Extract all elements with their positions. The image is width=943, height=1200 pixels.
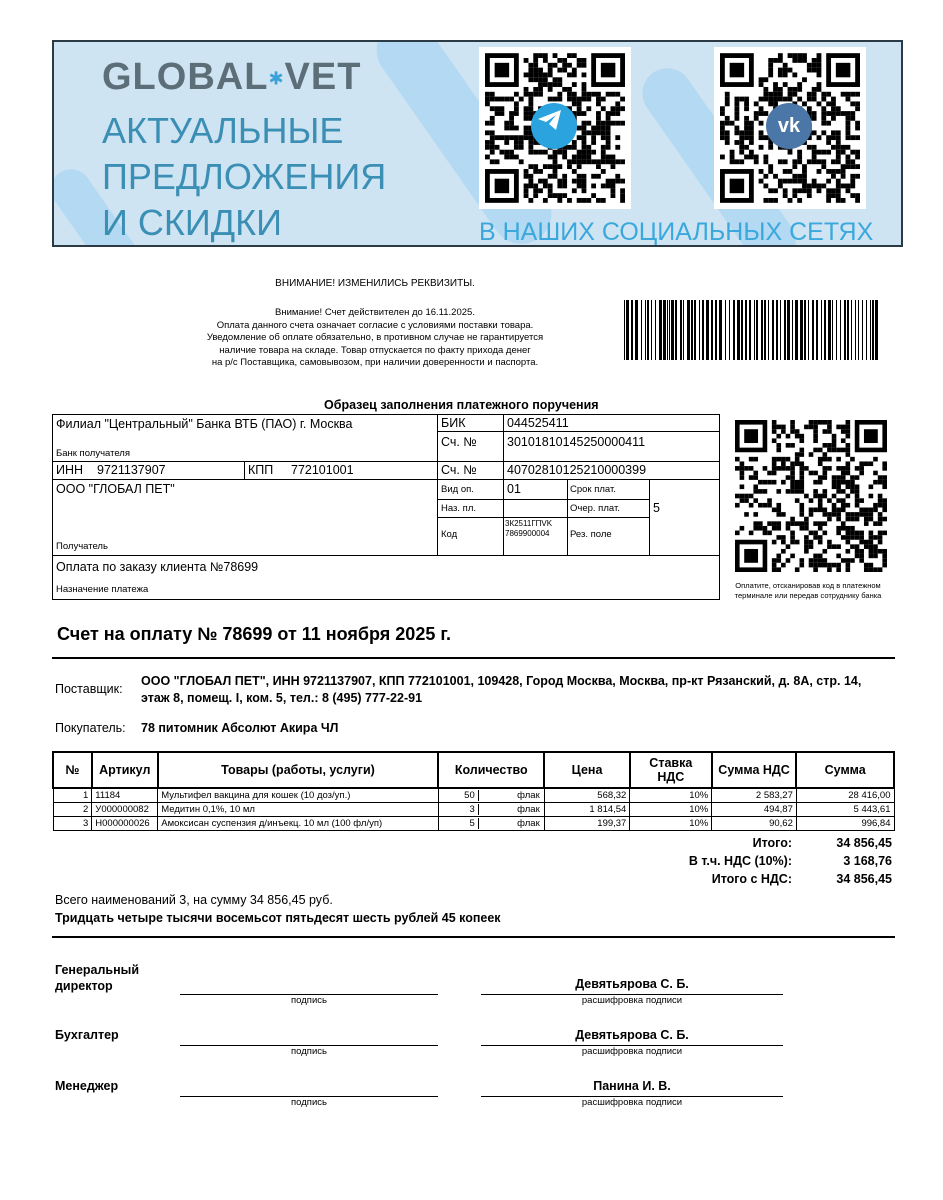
table-row <box>53 802 894 816</box>
signature-role: Менеджер <box>55 1079 119 1093</box>
payment-qr-code[interactable] <box>735 420 887 572</box>
payment-purpose-code-label: Наз. пл. <box>441 503 476 514</box>
row-quantity: 5 флак <box>438 816 544 830</box>
column-header: Цена <box>544 752 630 788</box>
row-product: Медитин 0,1%, 10 мл <box>158 802 439 816</box>
signature-role: Генеральный директор <box>55 963 140 993</box>
items-count-summary: Всего наименований 3, на сумму 34 856,45 руб. <box>55 893 333 907</box>
account-label: Сч. № <box>441 463 477 477</box>
account-value: 40702810125210000399 <box>507 463 647 477</box>
column-header: Сумма <box>796 752 894 788</box>
signer-name: Девятьярова С. Б. <box>575 977 689 991</box>
payment-order-sample <box>52 414 720 600</box>
promo-heading: АКТУАЛЬНЫЕ ПРЕДЛОЖЕНИЯ И СКИДКИ <box>102 110 387 243</box>
items-table <box>52 751 895 831</box>
recipient-label: Получатель <box>56 541 108 552</box>
row-sum: 5 443,61 <box>796 802 894 816</box>
invoice-totals <box>640 836 892 890</box>
signature-decode-caption: расшифровка подписи <box>581 995 683 1006</box>
operation-type-value: 01 <box>507 482 521 496</box>
row-vat-sum: 2 583,27 <box>712 788 797 802</box>
row-number: 2 <box>53 802 92 816</box>
signature-decode-caption: расшифровка подписи <box>581 1097 683 1108</box>
payment-purpose: Оплата по заказу клиента №78699 <box>56 560 259 574</box>
row-article: У000000082 <box>92 802 158 816</box>
row-product: Мультифел вакцина для кошек (10 доз/уп.) <box>158 788 439 802</box>
divider <box>52 936 895 938</box>
telegram-icon <box>531 103 577 149</box>
signer-name: Панина И. В. <box>593 1079 671 1093</box>
supplier-label: Поставщик: <box>55 682 123 696</box>
grand-total-row: Итого с НДС: 34 856,45 <box>711 872 892 886</box>
amount-in-words: Тридцать четыре тысячи восемьсот пятьдесят шесть рублей 45 копеек <box>55 911 501 925</box>
corr-account-label: Сч. № <box>441 435 477 449</box>
invoice-validity-notice: Внимание! Счет действителен до 16.11.2025. Оплата данного счета означает согласие с условиями поставки товара. Уведомление об оплате обязательно, в противном случае не гарантируется наличие товара на складе. Товар отпускается по факту прихода денег на р/с Поставщика, самовывозом, при наличии доверенности и паспорта. <box>206 307 544 368</box>
column-header: Артикул <box>92 752 158 788</box>
table-header-row <box>53 752 894 788</box>
row-product: Амоксисан суспензия д/инъекц. 10 мл (100 фл/уп) <box>158 816 439 830</box>
buyer-name: 78 питомник Абсолют Акира ЧЛ <box>141 721 339 735</box>
column-header: Количество <box>438 752 544 788</box>
signature-role: Бухгалтер <box>55 1028 119 1042</box>
row-number: 1 <box>53 788 92 802</box>
bik-label: БИК <box>441 416 466 430</box>
payment-form-title: Образец заполнения платежного поручения <box>324 398 599 412</box>
row-sum: 996,84 <box>796 816 894 830</box>
promo-banner <box>52 40 903 247</box>
inn-label: ИНН <box>56 463 84 477</box>
row-vat-rate: 10% <box>630 802 712 816</box>
row-vat-sum: 90,62 <box>712 816 797 830</box>
recipient-name: ООО "ГЛОБАЛ ПЕТ" <box>56 482 175 496</box>
column-header: Сумма НДС <box>712 752 797 788</box>
column-header: Ставка НДС <box>630 752 712 788</box>
payment-priority-value: 5 <box>653 501 660 515</box>
corr-account-value: 30101810145250000411 <box>507 435 646 449</box>
signature-caption: подпись <box>291 1097 327 1108</box>
column-header: Товары (работы, услуги) <box>158 752 439 788</box>
divider <box>52 657 895 659</box>
signer-name: Девятьярова С. Б. <box>575 1028 689 1042</box>
signature-decode-caption: расшифровка подписи <box>581 1046 683 1057</box>
globalvet-logo: GLOBAL✱VET <box>102 56 362 98</box>
signature-caption: подпись <box>291 995 327 1006</box>
table-row <box>53 788 894 802</box>
kpp-value: 772101001 <box>291 463 354 477</box>
barcode <box>624 300 878 360</box>
reserve-field-label: Рез. поле <box>570 529 612 540</box>
payment-term-label: Срок плат. <box>570 484 616 495</box>
row-quantity: 3 флак <box>438 802 544 816</box>
bank-label: Банк получателя <box>56 448 130 459</box>
row-article: 11184 <box>92 788 158 802</box>
table-row <box>53 816 894 830</box>
row-vat-sum: 494,87 <box>712 802 797 816</box>
row-number: 3 <box>53 816 92 830</box>
requisites-changed-notice: ВНИМАНИЕ! ИЗМЕНИЛИСЬ РЕКВИЗИТЫ. <box>275 278 475 289</box>
vat-total-row: В т.ч. НДС (10%): 3 168,76 <box>688 854 892 868</box>
row-vat-rate: 10% <box>630 788 712 802</box>
code-label: Код <box>441 529 458 540</box>
telegram-qr-code[interactable] <box>479 47 631 209</box>
row-quantity: 50 флак <box>438 788 544 802</box>
code-value: 3К2511ГПVK 7869900004 <box>505 519 553 538</box>
kpp-label: КПП <box>248 463 274 477</box>
vk-icon: vk <box>766 103 812 149</box>
signature-caption: подпись <box>291 1046 327 1057</box>
total-row: Итого: 34 856,45 <box>752 836 892 850</box>
row-price: 199,37 <box>544 816 630 830</box>
row-vat-rate: 10% <box>630 816 712 830</box>
row-price: 568,32 <box>544 788 630 802</box>
buyer-label: Покупатель: <box>55 721 126 735</box>
payment-priority-label: Очер. плат. <box>570 503 620 514</box>
inn-value: 9721137907 <box>97 463 166 477</box>
supplier-details: ООО "ГЛОБАЛ ПЕТ", ИНН 9721137907, КПП 772101001, 109428, Город Москва, Москва, пр-кт Рязанский, д. 8А, стр. 14, этаж 8, помещ. I, ком. 5, тел.: 8 (495) 777-22-91 <box>141 674 862 705</box>
bik-value: 044525411 <box>507 416 569 430</box>
payment-purpose-label: Назначение платежа <box>56 584 149 595</box>
operation-type-label: Вид оп. <box>441 484 474 495</box>
row-sum: 28 416,00 <box>796 788 894 802</box>
bank-name: Филиал "Центральный" Банка ВТБ (ПАО) г. Москва <box>56 417 353 431</box>
invoice-title: Счет на оплату № 78699 от 11 ноября 2025 г. <box>57 624 452 644</box>
social-networks-caption: В НАШИХ СОЦИАЛЬНЫХ СЕТЯХ <box>479 218 874 246</box>
payment-qr-caption: Оплатите, отсканировав код в платежном терминале или передав сотруднику банка <box>734 581 882 600</box>
vk-qr-code[interactable] <box>714 47 866 209</box>
row-price: 1 814,54 <box>544 802 630 816</box>
column-header: № <box>53 752 92 788</box>
row-article: Н000000026 <box>92 816 158 830</box>
